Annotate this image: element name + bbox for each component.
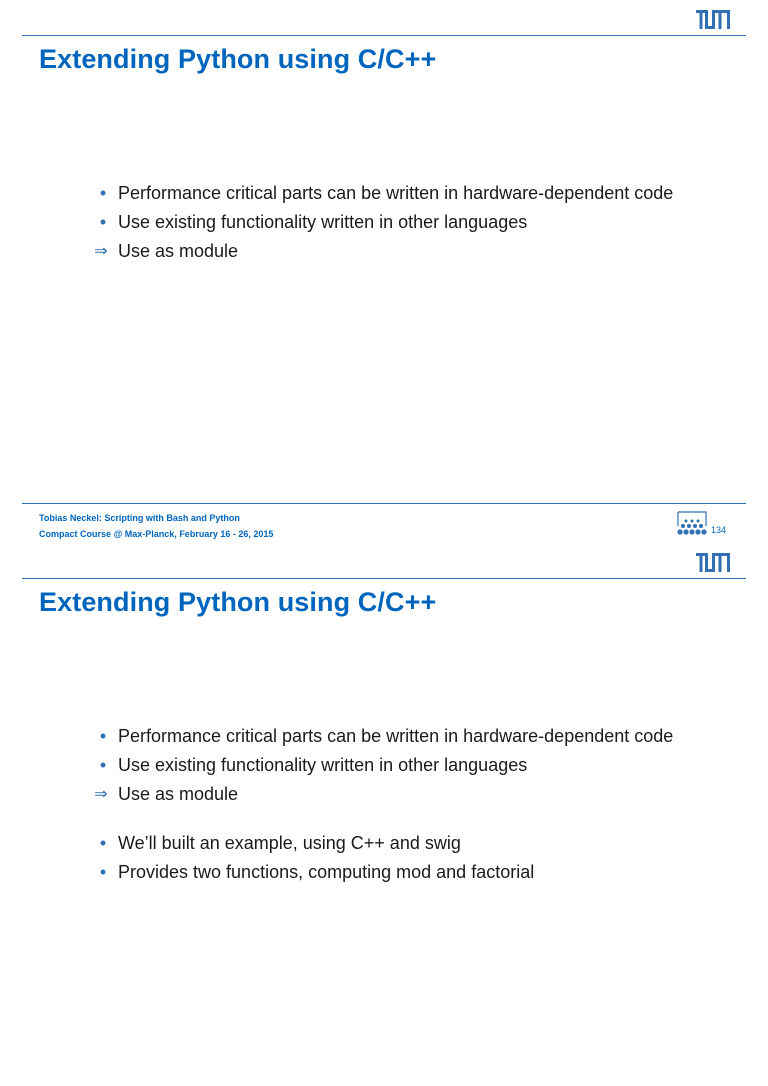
tum-logo-icon xyxy=(696,10,730,29)
implies-arrow-icon: ⇒ xyxy=(94,243,108,260)
list-item xyxy=(88,832,708,855)
slide-135 xyxy=(0,543,768,1086)
implies-arrow-icon: ⇒ xyxy=(94,786,108,803)
bullet-marker: • xyxy=(99,755,107,775)
tum-logo-icon xyxy=(696,553,730,572)
footer-course: Compact Course @ Max-Planck, February 16 - 26, 2015 xyxy=(39,529,274,539)
list-item-text: Use as module xyxy=(118,784,239,804)
footer-rule xyxy=(22,503,746,504)
list-item-text: We’ll built an example, using C++ and swig xyxy=(118,833,461,853)
bullet-marker: • xyxy=(99,183,107,203)
list-item xyxy=(88,211,708,234)
slide-content xyxy=(88,725,708,890)
list-item-text: Use existing functionality written in other languages xyxy=(118,212,528,232)
list-item xyxy=(88,754,708,777)
list-item xyxy=(88,783,708,806)
list-item-text: Provides two functions, computing mod and factorial xyxy=(118,862,535,882)
bullet-marker: • xyxy=(99,862,107,882)
bullet-marker: • xyxy=(99,212,107,232)
page-number: 134 xyxy=(711,525,727,535)
group-spacer xyxy=(88,812,708,832)
slide-content xyxy=(88,182,708,269)
list-item xyxy=(88,725,708,748)
header-rule xyxy=(22,35,746,36)
list-item xyxy=(88,240,708,263)
list-item-text: Performance critical parts can be written in hardware-dependent code xyxy=(118,183,674,203)
slide-title: Extending Python using C/C++ xyxy=(39,44,437,74)
footer xyxy=(39,510,273,542)
list-item-text: Performance critical parts can be written in hardware-dependent code xyxy=(118,726,674,746)
bullet-marker: • xyxy=(99,833,107,853)
list-item xyxy=(88,182,708,205)
header-rule xyxy=(22,578,746,579)
auditorium-icon xyxy=(676,508,708,536)
list-item-text: Use as module xyxy=(118,241,239,261)
list-item xyxy=(88,861,708,884)
bullet-marker: • xyxy=(99,726,107,746)
slide-title: Extending Python using C/C++ xyxy=(39,587,437,617)
footer-author: Tobias Neckel: Scripting with Bash and Python xyxy=(39,513,240,523)
list-item-text: Use existing functionality written in other languages xyxy=(118,755,528,775)
